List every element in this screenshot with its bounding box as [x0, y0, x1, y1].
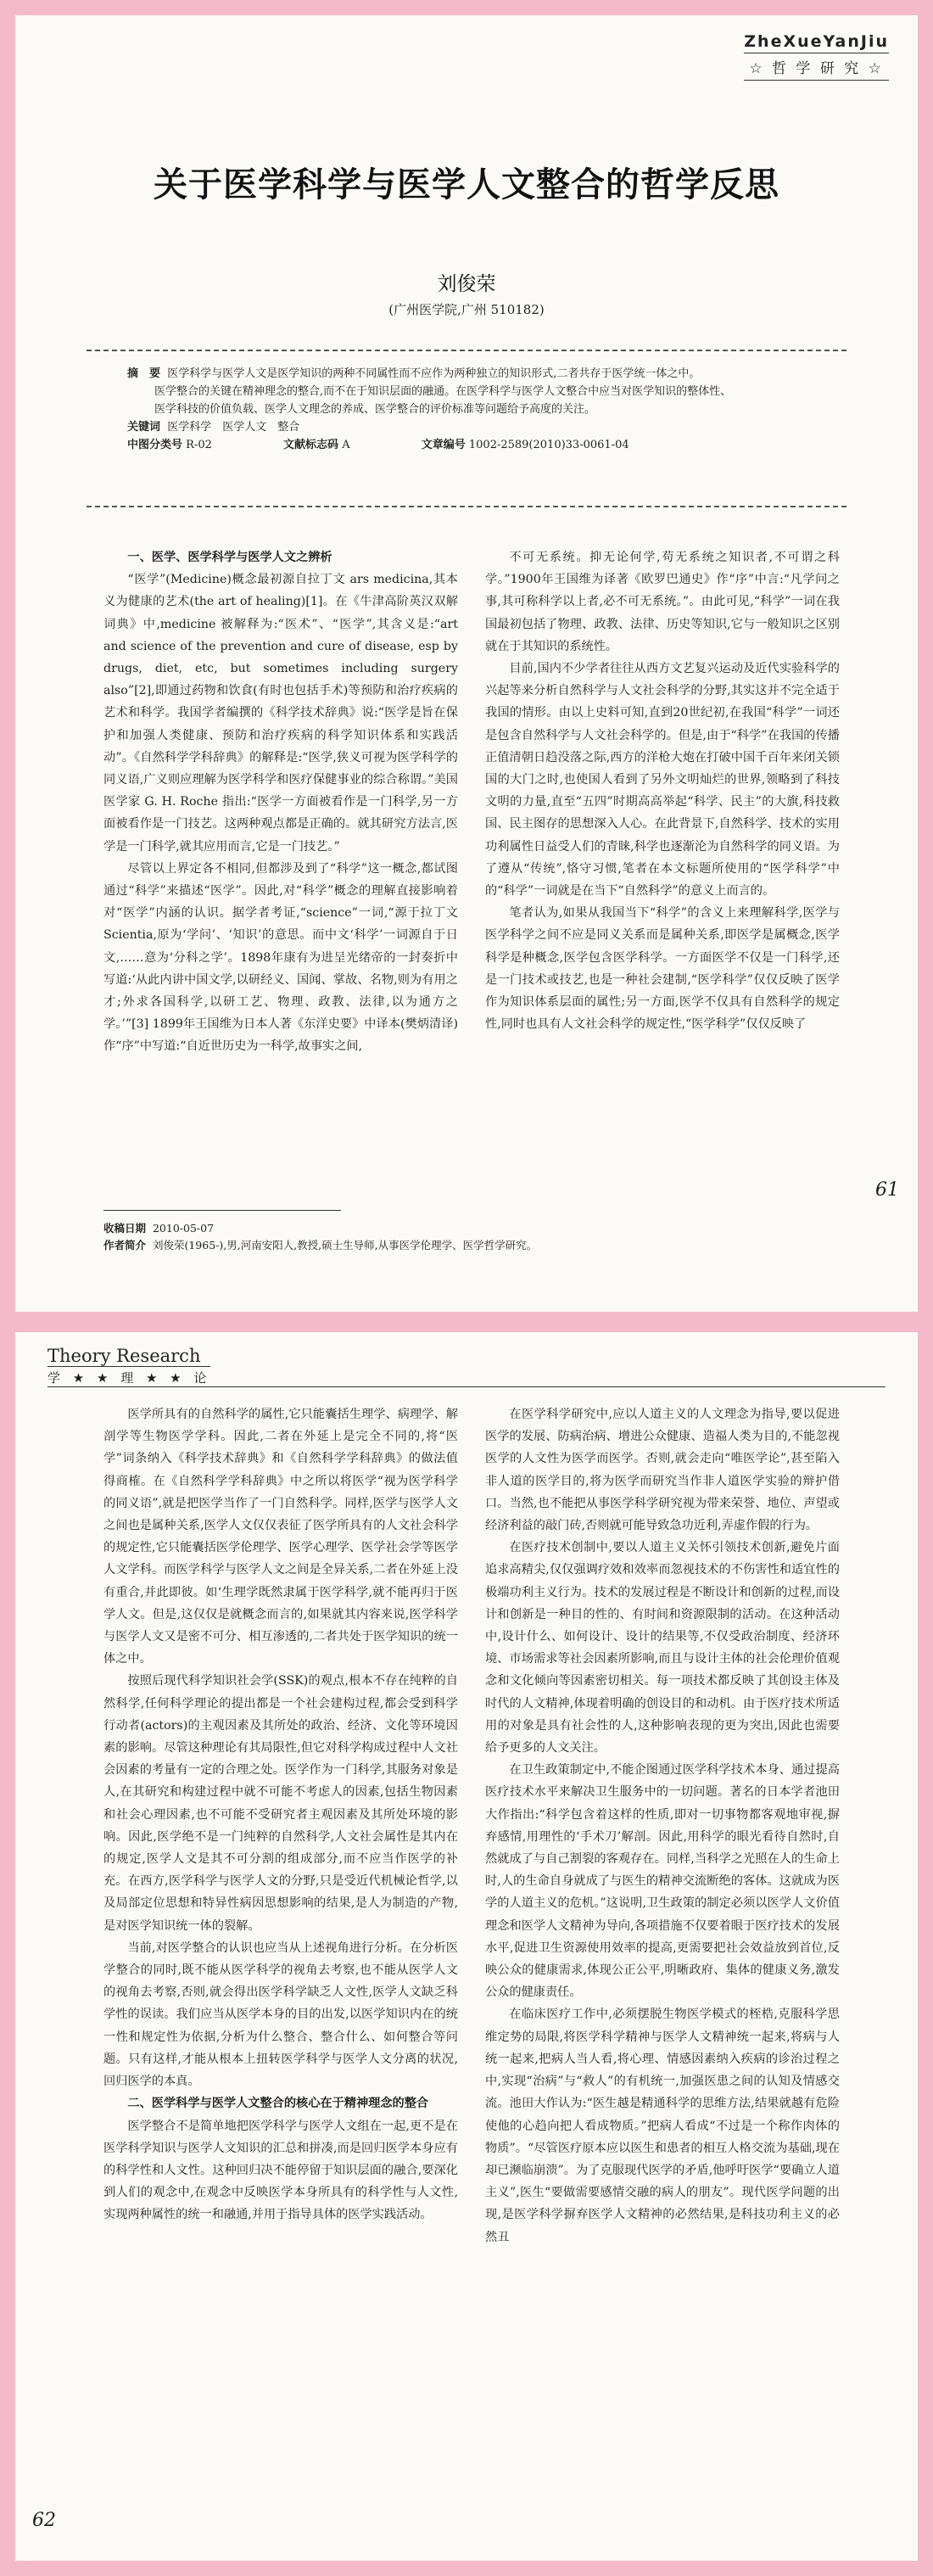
- body-paragraph: 目前,国内不少学者往往从西方文艺复兴运动及近代实验科学的兴起等来分析自然科学与人文社会科学的分野,其实这并不完全适于我国的情形。由以上史料可知,直到20世纪初,在我国“科学”一词还是包含自然科学与人文社会科学的。但是,由于“科学”在我国的传播正值清朝日趋没落之际,西方的洋枪大炮在打破中国千百年来闭关锁国的大门之时,也使国人看到了另外文明灿烂的世界,领略到了科技文明的力量,直至“五四”时期高高举起“科学、民主”的大旗,科技救国、民主图存的思想深入人心。在此背景下,自然科学、技术的实用功利属性日益受人们的青睐,科学也逐渐沦为自然科学的同义语。为了遵从“传统”,恪守习惯,笔者在本文标题所使用的“医学科学”中的“科学”一词就是在当下“自然科学”的意义上而言的。: [485, 662, 840, 899]
- abstract-text: 医学科学与医学人文是医学知识的两种不同属性而不应作为两种独立的知识形式,二者共存于医学统一体之中。: [167, 367, 701, 380]
- abstract-block: [127, 365, 806, 454]
- body-paragraph: 在临床医疗工作中,必须摆脱生物医学模式的桎梏,克服科学思维定势的局限,将医学科学精神与医学人文精神统一起来,将病与人统一起来,把病人当人看,将心理、情感因素纳入疾病的诊治过程之中,实现“治病”与“救人”的有机统一,加强医患之间的认知及情感交流。池田大作认为:“医生越是精通科学的思维方法,结果就越有危险使他的心趋向把人看成物质。”把病人看成“不过是一个称作肉体的物质”。“尽管医疗原本应以医生和患者的相互人格交流为基础,现在却已濒临崩溃”。为了克服现代医学的矛盾,他呼吁医学“要确立人道主义”,医生“要做需要感情交融的病人的朋友”。现代医学问题的出现,是医学科学摒弃医学人文精神的必然结果,是科技功利主义的必然丑: [485, 2008, 840, 2244]
- abstract-line-3: 医学科技的价值负载、医学人文理念的养成、医学整合的评价标准等问题给予高度的关注。: [154, 403, 596, 416]
- page1-column-left: [103, 546, 458, 1191]
- page-61: [15, 15, 918, 1312]
- keywords-line: [127, 418, 806, 436]
- section-header-en: Theory Research: [47, 1346, 201, 1366]
- journal-header-en: ZheXueYanJiu: [744, 32, 889, 51]
- author-name: 刘俊荣: [437, 273, 496, 295]
- class-number: 中图分类号 R-02: [127, 439, 212, 451]
- abstract-top-divider: [87, 350, 846, 351]
- journal-header-zh: ☆ 哲 学 研 究 ☆: [744, 53, 889, 81]
- article-number: 文章编号 1002-2589(2010)33-0061-04: [421, 439, 629, 451]
- author-affiliation: (广州医学院,广州 510182): [388, 302, 545, 317]
- footnote-divider: [103, 1210, 341, 1211]
- author-bio: 作者简介 刘俊荣(1965-),男,河南安阳人,教授,硕士生导师,从事医学伦理学、医学哲学研究。: [103, 1239, 538, 1252]
- page1-column-right: [485, 546, 840, 1191]
- body-paragraph: 在卫生政策制定中,不能企图通过医学科学技术本身、通过提高医疗技术水平来解决卫生服务中的一切问题。著名的日本学者池田大作指出:“科学包含着这样的性质,即对一切事物都客观地审视,摒弃感情,用理性的‘手术刀’解剖。因此,用科学的眼光看待自然时,自然就成了与自己割裂的客观存在。同样,当科学之光照在人的生命上时,人的生命自身就成了与医生的精神交流断绝的客体。这就成为医学的人道主义的危机。”这说明,卫生政策的制定必须以医学人文价值理念和医学人文精神为导向,各项措施不仅要着眼于医疗技术的发展水平,促进卫生资源使用效率的提高,更需要把社会效益放到首位,反映公众的健康需求,体现公正公平,明晰政府、集体的健康义务,激发公众的健康责任。: [485, 1763, 840, 2000]
- body-paragraph: 在医学科学研究中,应以人道主义的人文理念为指导,要以促进医学的发展、防病治病、增进公众健康、造福人类为目的,不能忽视医学的人文性为医学而医学。否则,就会走向“唯医学论”,甚至陷入非人道的医学目的,将为医学而研究当作非人道医学实验的辩护借口。当然,也不能把从事医学科学研究视为带来荣誉、地位、声望或经济利益的敲门砖,否则就可能导致急功近利,弄虚作假的行为。: [485, 1408, 840, 1533]
- abstract-bottom-divider: [87, 506, 846, 507]
- abstract-label: 摘 要: [127, 367, 161, 380]
- page2-column-left: [103, 1403, 458, 2523]
- body-paragraph: “医学”(Medicine)概念最初源自拉丁文 ars medicina,其本义为健康的艺术(the art of healing)[1]。在《牛津高阶英汉双解词典》中,medicine 被解释为:“医术”、“医学”,其含义是:“art and science of the prevention and cure of disease, esp by drugs, diet, etc, but sometimes including surgery also”[2],即通过药物和饮食(有时也包括手术)等预防和治疗疾病的艺术和科学。我国学者编撰的《科学技术辞典》说:“医学是旨在保护和加强人类健康、预防和治疗疾病的科学知识体系和实践活动”。《自然科学学科辞典》的解释是:“医学,狭义可视为医学科学的同义语,广义则应理解为医学科学和医疗保健事业的综合称谓。”美国医学家 G. H. Roche 指出:“医学一方面被看作是一门科学,另一方面被看作是一门技艺。这两种观点都是正确的。就其研究方法言,医学是一门科学,就其应用而言,它是一门技艺。”: [103, 573, 458, 854]
- abstract-line-2: 医学整合的关键在精神理念的整合,而不在于知识层面的融通。在医学科学与医学人文整合中应当对医学知识的整体性、: [154, 385, 732, 398]
- section-heading: 二、医学科学与医学人文整合的核心在于精神理念的整合: [127, 2097, 429, 2111]
- body-paragraph: 按照后现代科学知识社会学(SSK)的观点,根本不存在纯粹的自然科学,任何科学理论的提出都是一个社会建构过程,都会受到科学行动者(actors)的主观因素及其所处的政治、经济、文化等环境因素的影响。尽管这种理论有其局限性,但它对科学构成过程中人文社会因素的考量有一定的合理之处。医学作为一门科学,其服务对象是人,在其研究和构建过程中就不可能不考虑人的因素,包括生物因素和社会心理因素,也不可能不受研究者主观因素及其所处环境的影响。因此,医学绝不是一门纯粹的自然科学,人文社会属性是其内在的规定,医学人文是其不可分割的组成部分,而不应当作医学的补充。在西方,医学科学与医学人文的分野,只是受近代机械论哲学,以及局部定位思想和特异性病因思想影响的结果,是人为制造的产物,是对医学知识统一体的裂解。: [103, 1674, 458, 1933]
- article-title: 关于医学科学与医学人文整合的哲学反思: [154, 165, 779, 204]
- body-paragraph: 当前,对医学整合的认识也应当从上述视角进行分析。在分析医学整合的同时,既不能从医学科学的视角去考察,也不能从医学人文的视角去考察,否则,就会得出医学科学缺乏人文性,医学人文缺乏科学性的误读。我们应当从医学本身的目的出发,以医学知识内在的统一性和规定性为依据,分析为什么整合、整合什么、如何整合等问题。只有这样,才能从根本上扭转医学科学与医学人文分离的状况,回归医学的本真。: [103, 1940, 458, 2089]
- page-number: 62: [32, 2510, 56, 2531]
- body-paragraph: 笔者认为,如果从我国当下“科学”的含义上来理解科学,医学与医学科学之间不应是同义关系而是属种关系,即医学是属概念,医学科学是种概念,医学包含医学科学。一方面医学不仅是一门科学,还是一门技术或技艺,也是一种社会建制,“医学科学”仅仅反映了医学作为知识体系层面的属性;另一方面,医学不仅具有自然科学的规定性,同时也具有人文社会科学的规定性,“医学科学”仅仅反映了: [485, 906, 840, 1032]
- abstract-line: [127, 365, 806, 383]
- keywords-text: 医学科学 医学人文 整合: [167, 421, 300, 434]
- footnotes: [103, 1220, 537, 1254]
- keywords-label: 关键词: [127, 421, 161, 434]
- page2-column-right: [485, 1403, 840, 2523]
- received-date: 收稿日期 2010-05-07: [103, 1222, 215, 1235]
- section-header: [47, 1346, 210, 1386]
- body-paragraph: 不可无系统。抑无论何学,苟无系统之知识者,不可谓之科学。”1900年王国维为译著《欧罗巴通史》作“序”中言:“凡学问之事,其可称科学以上者,必不可无系统。”。由此可见,“科学”一词在我国最初包括了物理、政教、法律、历史等知识,它与一般知识之区别就在于其知识的系统性。: [485, 551, 840, 653]
- page-62: [15, 1332, 918, 2561]
- journal-header: [744, 32, 889, 81]
- header-divider: [47, 1386, 886, 1387]
- section-header-zh: 学 ★ ★ 理 ★ ★ 论: [47, 1366, 210, 1386]
- section-heading: 一、医学、医学科学与医学人文之辨析: [127, 551, 332, 564]
- classification-line: [127, 436, 806, 454]
- page-number: 61: [875, 1179, 899, 1201]
- body-paragraph: 医学整合不是简单地把医学科学与医学人文组在一起,更不是在医学科学知识与医学人文知识的汇总和拼凑,而是回归医学本身应有的科学性和人文性。这种回归决不能停留于知识层面的融合,要深化到人们的观念中,在观念中反映医学本身所具有的科学性与人文性,实现两种属性的统一和融通,并用于指导具体的医学实践活动。: [103, 2119, 458, 2222]
- body-paragraph: 尽管以上界定各不相同,但都涉及到了“科学”这一概念,都试图通过“科学”来描述“医学”。因此,对“科学”概念的理解直接影响着对“医学”内涵的认识。据学者考证,“science”一词,“源于拉丁文 Scientia,原为‘学问’、‘知识’的意思。而中文‘科学’一词源自于日文,……意为‘分科之学’。1898年康有为进呈光绪帝的一封奏折中写道:‘从此内讲中国文学,以研经义、国闻、掌故、名物,则为有用之才;外求各国科学,以研工艺、物理、政教、法律,以为通方之学。’”[3] 1899年王国维为日本人著《东洋史要》中译本(樊炳清译)作“序”中写道:“自近世历史为一科学,故事实之间,: [103, 861, 458, 1054]
- document-code: 文献标志码 A: [283, 439, 350, 451]
- body-paragraph: 医学所具有的自然科学的属性,它只能囊括生理学、病理学、解剖学等生物医学学科。因此,二者在外延上是完全不同的,将“医学”词条纳入《科学技术辞典》和《自然科学学科辞典》的做法值得商榷。在《自然科学学科辞典》中之所以将医学“视为医学科学的同义语”,就是把医学当作了一门自然科学。同样,医学与医学人文之间也是属种关系,医学人文仅仅表征了医学所具有的人文社会科学的规定性,它只能囊括医学伦理学、医学心理学、医学社会学等医学人文学科。而医学科学与医学人文之间是全异关系,二者在外延上没有重合,并此即彼。如‘生理学既然隶属于医学科学,就不能再归于医学人文。但是,这仅仅是就概念而言的,如果就其内容来说,医学科学与医学人文又是密不可分、相互渗透的,二者共处于医学知识的统一体之中。: [103, 1408, 458, 1666]
- body-paragraph: 在医疗技术创制中,要以人道主义关怀引领技术创新,避免片面追求高精尖,仅仅强调疗效和效率而忽视技术的不伤害性和适宜性的极端功利主义行为。技术的发展过程是不断设计和创新的过程,而设计和创新是一种目的性的、有时间和资源限制的活动。在这种活动中,设计什么、如何设计、设计的结果等,不仅受政治制度、经济环境、市场需求等社会因素所影响,而且与设计主体的社会伦理价值观念和文化倾向等因素密切相关。每一项技术都反映了其创设主体及时代的人文精神,体现着明确的创设目的和动机。由于医疗技术所适用的对象是具有社会性的人,这种影响表现的更为突出,因此也需要给予更多的人文关注。: [485, 1541, 840, 1756]
